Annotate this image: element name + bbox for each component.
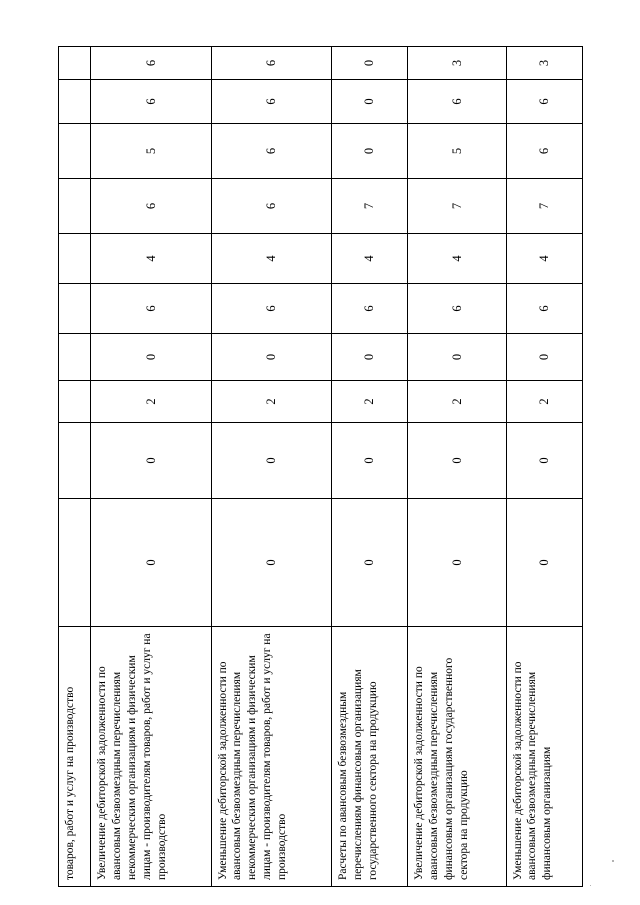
value-cell	[91, 334, 211, 381]
value-cell	[506, 179, 582, 234]
value-cell	[331, 423, 407, 499]
row-label: Расчеты по авансовым безвозмездным перечислениям финансовым организациям государственного сектора на продукцию	[331, 627, 407, 887]
row-label: товаров, работ и услуг на производство	[59, 627, 91, 887]
cell-value: 4	[537, 255, 552, 262]
value-cell	[506, 423, 582, 499]
value-cell	[408, 124, 506, 179]
cell-value: 4	[264, 255, 279, 262]
cell-value: 6	[537, 98, 552, 105]
table-row	[91, 47, 211, 887]
cell-value: 6	[143, 98, 158, 105]
cell-value: 3	[537, 59, 552, 67]
cell-value: 6	[264, 98, 279, 105]
cell-value: 0	[537, 559, 552, 566]
value-cell	[91, 124, 211, 179]
value-cell	[408, 47, 506, 80]
value-cell	[408, 284, 506, 334]
table-row	[408, 47, 506, 887]
value-cell	[211, 124, 331, 179]
cell-value: 6	[264, 202, 279, 210]
value-cell	[506, 334, 582, 381]
value-cell	[91, 80, 211, 124]
cell-value: 6	[264, 147, 279, 155]
value-cell	[331, 179, 407, 234]
value-cell	[408, 234, 506, 284]
data-table	[58, 46, 583, 887]
row-label: Уменьшение дебиторской задолженности по авансовым безвозмездным перечислениям некоммерческим организациям и физическим лицам - производителям товаров, работ и услуг на производство	[211, 627, 331, 887]
value-cell	[408, 179, 506, 234]
value-cell	[211, 80, 331, 124]
cell-value: 0	[264, 559, 279, 566]
cell-value: 0	[449, 559, 464, 566]
cell-value: 0	[362, 147, 377, 155]
table-row	[211, 47, 331, 887]
cell-value: 2	[264, 398, 279, 405]
cell-value: 0	[537, 457, 552, 464]
value-cell	[211, 47, 331, 80]
cell-value: 2	[362, 398, 377, 405]
value-cell	[59, 423, 91, 499]
value-cell	[408, 80, 506, 124]
cell-value: 0	[264, 353, 279, 361]
cell-value: 0	[449, 457, 464, 464]
row-label: Увеличение дебиторской задолженности по авансовым безвозмездным перечислениям финансовым организациям государственного сектора на продукцию	[408, 627, 506, 887]
cell-value: 3	[449, 59, 464, 67]
cell-value: 6	[143, 202, 158, 210]
cell-value: 2	[537, 398, 552, 405]
value-cell	[408, 499, 506, 627]
rotated-table-wrapper	[58, 47, 583, 887]
value-cell	[506, 381, 582, 423]
value-cell	[331, 499, 407, 627]
cell-value: 0	[143, 457, 158, 464]
cell-value: 0	[362, 559, 377, 566]
value-cell	[331, 381, 407, 423]
value-cell	[59, 234, 91, 284]
value-cell	[91, 47, 211, 80]
value-cell	[59, 284, 91, 334]
value-cell	[59, 334, 91, 381]
cell-value: 0	[537, 353, 552, 361]
cell-value: 0	[143, 559, 158, 566]
value-cell	[331, 124, 407, 179]
cell-value: 0	[143, 353, 158, 361]
value-cell	[59, 179, 91, 234]
value-cell	[211, 423, 331, 499]
cell-value: 5	[449, 147, 464, 155]
value-cell	[331, 284, 407, 334]
value-cell	[59, 47, 91, 80]
value-cell	[59, 124, 91, 179]
value-cell	[506, 284, 582, 334]
scan-speck	[612, 860, 614, 862]
cell-value: 6	[449, 98, 464, 105]
cell-value: 6	[537, 305, 552, 312]
row-label: Увеличение дебиторской задолженности по авансовым безвозмездным перечислениям некоммерческим организациям и физическим лицам - производителям товаров, работ и услуг на производство	[91, 627, 211, 887]
value-cell	[408, 423, 506, 499]
cell-value: 6	[143, 59, 158, 67]
value-cell	[91, 381, 211, 423]
cell-value: 5	[143, 147, 158, 155]
cell-value: 0	[362, 353, 377, 361]
cell-value: 4	[143, 255, 158, 262]
value-cell	[506, 499, 582, 627]
cell-value: 2	[143, 398, 158, 405]
value-cell	[331, 234, 407, 284]
value-cell	[59, 381, 91, 423]
cell-value: 6	[264, 59, 279, 67]
table-row	[506, 47, 582, 887]
value-cell	[59, 80, 91, 124]
table-row	[331, 47, 407, 887]
cell-value: 4	[449, 255, 464, 262]
cell-value: 7	[362, 202, 377, 210]
value-cell	[506, 80, 582, 124]
table-row	[59, 47, 91, 887]
cell-value: 6	[362, 305, 377, 312]
cell-value: 7	[537, 202, 552, 210]
value-cell	[331, 80, 407, 124]
cell-value: 7	[449, 202, 464, 210]
value-cell	[506, 124, 582, 179]
value-cell	[408, 334, 506, 381]
value-cell	[91, 284, 211, 334]
cell-value: 4	[362, 255, 377, 262]
value-cell	[408, 381, 506, 423]
cell-value: 6	[449, 305, 464, 312]
value-cell	[506, 234, 582, 284]
cell-value: 2	[449, 398, 464, 405]
value-cell	[59, 499, 91, 627]
cell-value: 6	[537, 147, 552, 155]
value-cell	[331, 47, 407, 80]
value-cell	[91, 234, 211, 284]
value-cell	[91, 499, 211, 627]
cell-value: 6	[143, 305, 158, 312]
value-cell	[506, 47, 582, 80]
value-cell	[211, 381, 331, 423]
cell-value: 0	[362, 98, 377, 105]
cell-value: 0	[362, 457, 377, 464]
cell-value: 0	[264, 457, 279, 464]
row-label: Уменьшение дебиторской задолженности по авансовым безвозмездным перечислениям финансовым организациям	[506, 627, 582, 887]
value-cell	[91, 423, 211, 499]
cell-value: 6	[264, 305, 279, 312]
cell-value: 0	[449, 353, 464, 361]
scan-speck	[590, 885, 591, 886]
cell-value: 0	[362, 59, 377, 67]
value-cell	[331, 334, 407, 381]
value-cell	[211, 499, 331, 627]
value-cell	[211, 179, 331, 234]
value-cell	[91, 179, 211, 234]
value-cell	[211, 234, 331, 284]
value-cell	[211, 334, 331, 381]
value-cell	[211, 284, 331, 334]
